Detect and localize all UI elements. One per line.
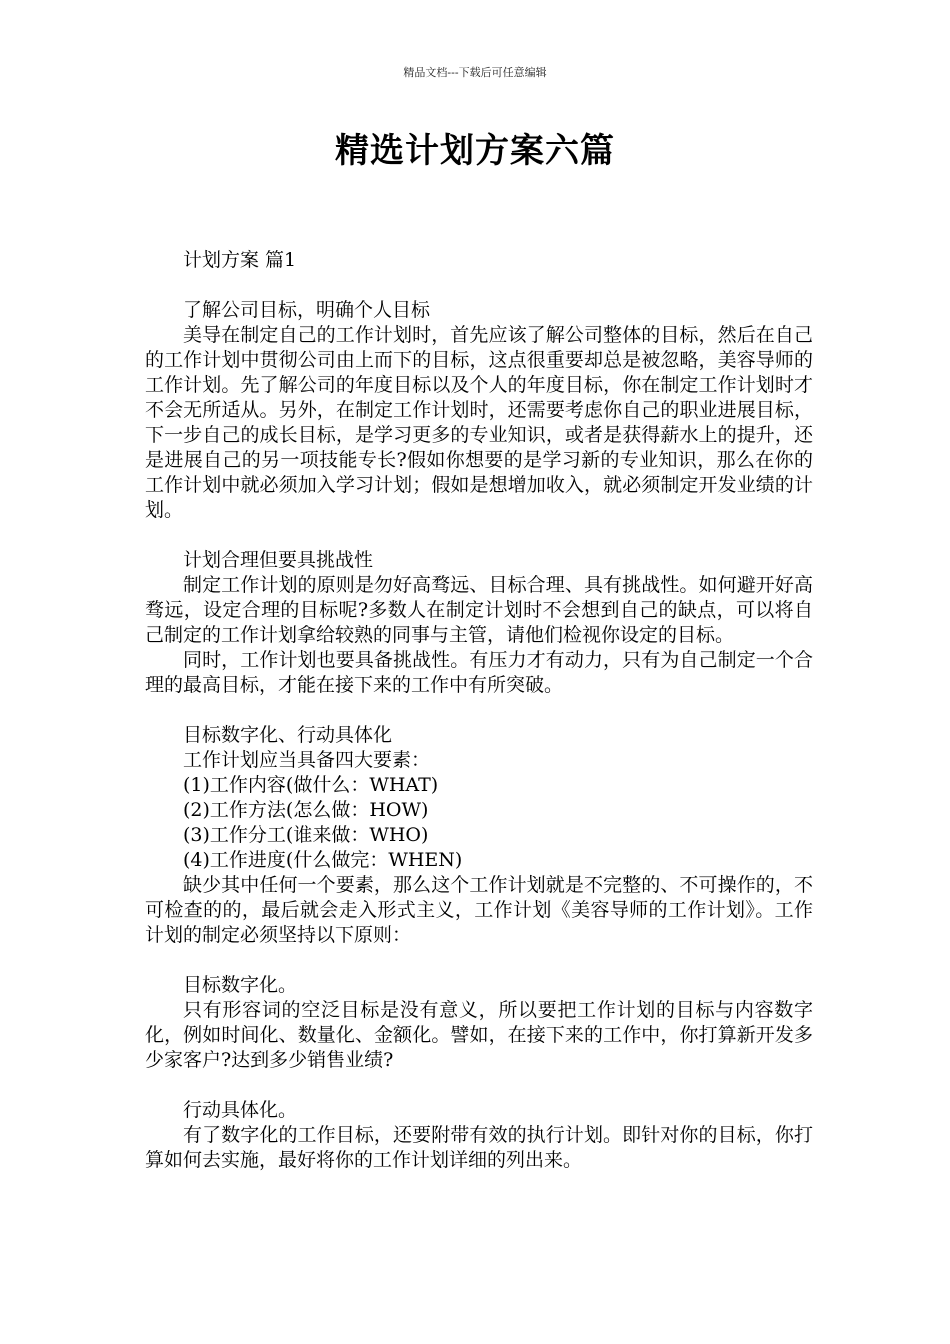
list-item: (2)工作方法(怎么做：HOW) [183,799,429,821]
subheading-quantify: 目标数字化、行动具体化 [183,724,393,746]
section-heading: 计划方案 篇1 [183,249,297,271]
subheading-goals: 了解公司目标，明确个人目标 [183,299,431,321]
paragraph: 美导在制定自己的工作计划时，首先应该了解公司整体的目标，然后在自己的工作计划中贯彻公司由上而下的目标，这点很重要却总是被忽略，美容导师的工作计划。先了解公司的年度目标以及个人的年度目标，你在制定工作计划时才不会无所适从。另外，在制定工作计划时，还需要考虑你自己的职业进展目标，下一步自己的成长目标，是学习更多的专业知识，或者是获得薪水上的提升，还是进展自己的另一项技能专长?假如你想要的是学习新的专业知识，那么在你的工作计划中就必须加入学习计划；假如是想增加收入，就必须制定开发业绩的计划。 [145,324,813,521]
list-item: (1)工作内容(做什么：WHAT) [183,774,439,796]
document-title: 精选计划方案六篇 [335,131,615,171]
document-body [145,248,813,1173]
subheading-challenge: 计划合理但要具挑战性 [183,549,374,571]
list-item: (4)工作进度(什么做完：WHEN) [183,849,463,871]
paragraph: 同时，工作计划也要具备挑战性。有压力才有动力，只有为自己制定一个合理的最高目标，才能在接下来的工作中有所突破。 [145,649,813,696]
subheading-digitize: 目标数字化。 [183,974,298,996]
paragraph: 只有形容词的空泛目标是没有意义，所以要把工作计划的目标与内容数字化，例如时间化、数量化、金额化。譬如，在接下来的工作中，你打算新开发多少家客户?达到多少销售业绩? [145,999,813,1071]
list-item: (3)工作分工(谁来做：WHO) [183,824,429,846]
paragraph: 制定工作计划的原则是勿好高骛远、目标合理、具有挑战性。如何避开好高骛远，设定合理的目标呢?多数人在制定计划时不会想到自己的缺点，可以将自己制定的工作计划拿给较熟的同事与主管，请他们检视你设定的目标。 [145,574,813,646]
subheading-concretize: 行动具体化。 [183,1099,298,1121]
paragraph: 有了数字化的工作目标，还要附带有效的执行计划。即针对你的目标，你打算如何去实施，最好将你的工作计划详细的列出来。 [145,1124,813,1171]
page-header: 精品文档---下载后可任意编辑 [403,66,547,79]
paragraph: 缺少其中任何一个要素，那么这个工作计划就是不完整的、不可操作的，不可检查的的，最后就会走入形式主义，工作计划《美容导师的工作计划》。工作计划的制定必须坚持以下原则： [145,874,813,946]
paragraph: 工作计划应当具备四大要素： [183,749,431,771]
